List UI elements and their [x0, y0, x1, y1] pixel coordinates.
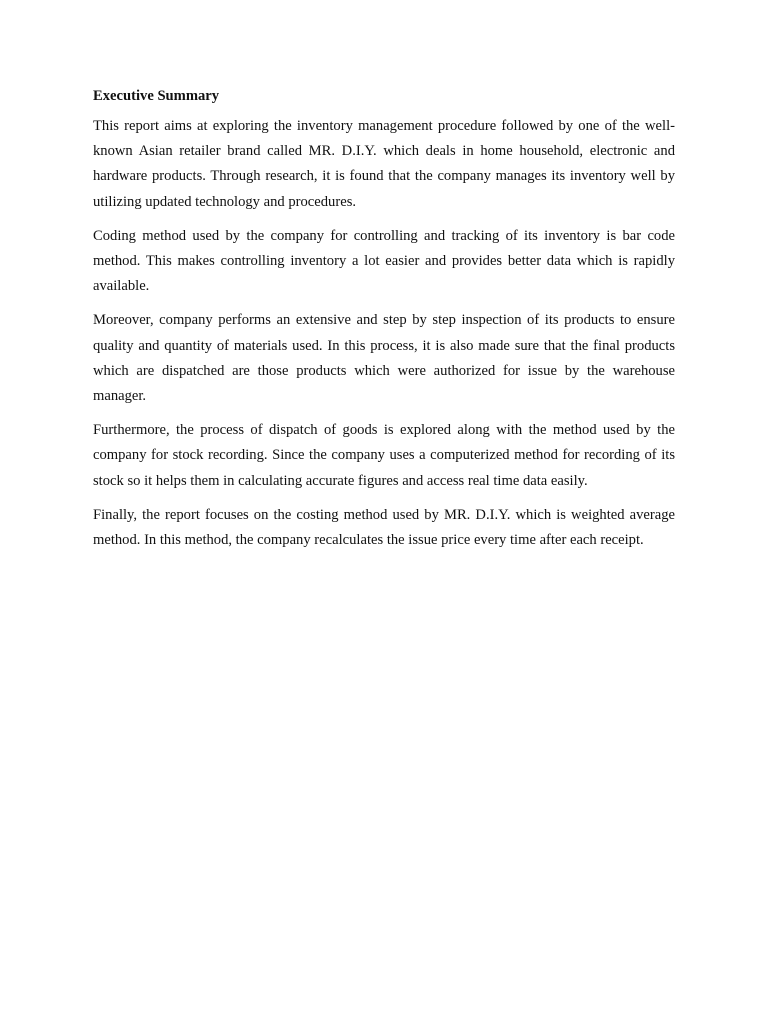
paragraph-inspection: Moreover, company performs an extensive and step by step inspection of its products to ensure quality and quantity of materials used. In this process, it is also made sure that the final products which are dispatched are those products which were authorized for issue by the warehouse manager. — [93, 312, 675, 405]
section-heading: Executive Summary — [93, 88, 220, 104]
paragraph-dispatch: Furthermore, the process of dispatch of goods is explored along with the method used by the company for stock recording. Since the company uses a computerized method for recording of its stock so it helps them in calculating accurate figures and access real time data easily. — [93, 422, 675, 489]
paragraph-intro: This report aims at exploring the inventory management procedure followed by one of the well-known Asian retailer brand called MR. D.I.Y. which deals in home household, electronic and hardware products. Through research, it is found that the company manages its inventory well by utilizing updated technology and procedures. — [93, 118, 675, 210]
document-body — [93, 86, 675, 562]
paragraph-coding-method: Coding method used by the company for controlling and tracking of its inventory is bar code method. This makes controlling inventory a lot easier and provides better data which is rapidly available. — [93, 227, 675, 295]
paragraph-costing: Finally, the report focuses on the costing method used by MR. D.I.Y. which is weighted average method. In this method, the company recalculates the issue price every time after each receipt. — [93, 506, 675, 549]
